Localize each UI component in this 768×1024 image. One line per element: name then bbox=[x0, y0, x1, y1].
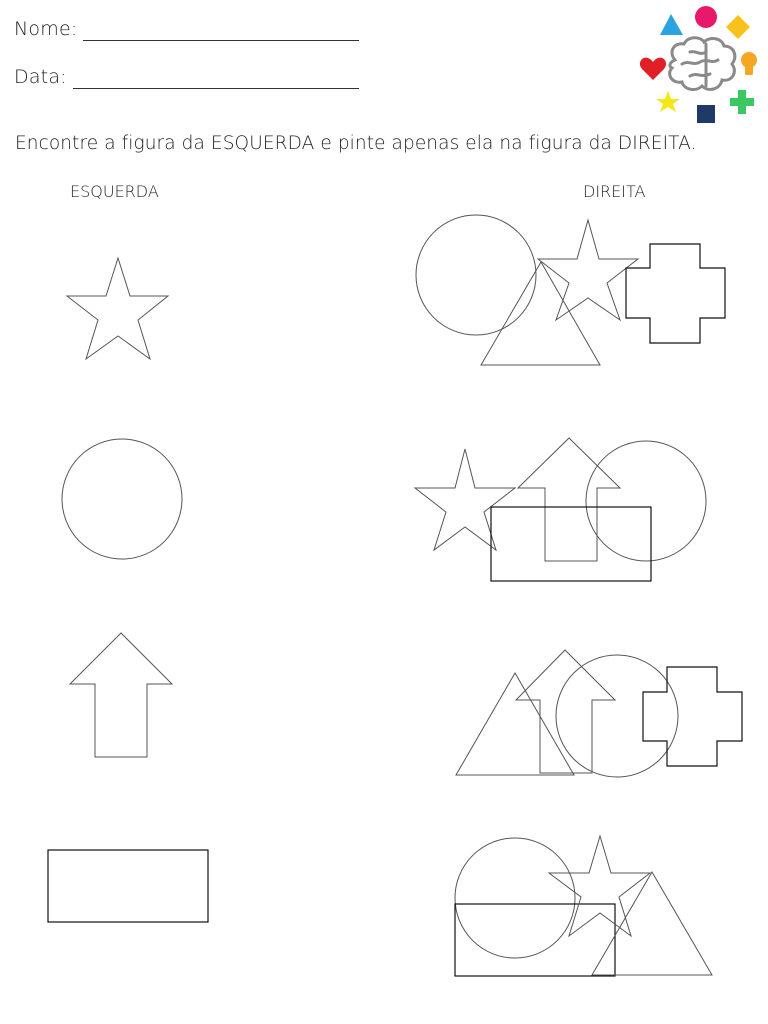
left-star-shape bbox=[67, 258, 168, 359]
star-icon bbox=[656, 91, 680, 112]
row1-star-shape bbox=[538, 220, 638, 320]
row1-circle-shape bbox=[416, 215, 536, 335]
row3-mixed-figure bbox=[456, 650, 742, 777]
row2-arrow-shape bbox=[518, 438, 620, 561]
row2-mixed-figure bbox=[415, 438, 706, 581]
left-rectangle-shape bbox=[48, 850, 208, 922]
row1-cross-shape bbox=[626, 244, 725, 343]
triangle-icon bbox=[660, 14, 683, 35]
lightbulb-icon bbox=[741, 52, 757, 75]
brain-icon bbox=[670, 38, 735, 90]
diamond-icon bbox=[726, 15, 750, 39]
left-circle-shape bbox=[62, 439, 182, 559]
brain-logo bbox=[640, 6, 757, 123]
row1-mixed-figure bbox=[416, 215, 725, 365]
row2-rectangle-shape bbox=[491, 507, 651, 581]
date-label: Data: bbox=[14, 66, 67, 88]
row3-cross-shape bbox=[643, 667, 742, 766]
row4-triangle-shape bbox=[592, 872, 712, 975]
instruction-text: Encontre a figura da ESQUERDA e pinte apenas ela na figura da DIREITA. bbox=[15, 133, 697, 154]
row3-circle-shape bbox=[556, 655, 678, 777]
circle-icon bbox=[695, 6, 717, 28]
row4-rectangle-shape bbox=[455, 904, 615, 976]
row3-arrow-shape bbox=[516, 650, 615, 773]
row4-circle-shape bbox=[455, 838, 575, 958]
row2-circle-shape bbox=[586, 441, 706, 561]
row1-triangle-shape bbox=[481, 262, 600, 365]
left-arrow-shape bbox=[70, 633, 172, 757]
row2-star-shape bbox=[415, 449, 515, 550]
row4-star-shape bbox=[549, 836, 650, 936]
left-column-heading: ESQUERDA bbox=[70, 182, 159, 201]
square-icon bbox=[697, 105, 715, 123]
plus-icon bbox=[730, 90, 754, 114]
heart-icon bbox=[640, 58, 666, 80]
name-label: Nome: bbox=[14, 18, 78, 40]
right-column-heading: DIREITA bbox=[583, 182, 646, 201]
row4-mixed-figure bbox=[455, 836, 712, 976]
